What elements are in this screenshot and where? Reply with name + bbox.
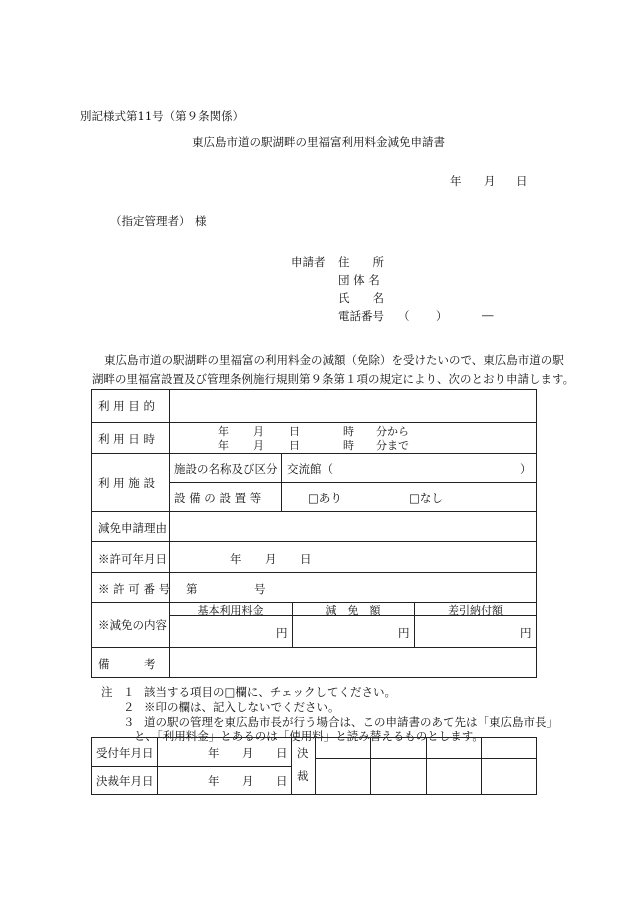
permit-date-label: ※許可年月日: [98, 552, 167, 566]
decided-year: 年: [208, 774, 220, 788]
table-divider: [291, 737, 292, 795]
table-divider: [91, 511, 537, 512]
reason-label: 減免申請理由: [98, 521, 167, 535]
note-3b: と、「利用料金」とあるのは「使用料」と読み替えるものとします。: [134, 729, 484, 743]
yen-difference: 円: [520, 626, 532, 640]
phone-paren-open: （: [398, 309, 410, 323]
addressee-honorific: 様: [195, 214, 207, 228]
phone-dash: ―: [482, 308, 494, 322]
start-day: 日: [289, 425, 300, 438]
received-year: 年: [208, 746, 220, 760]
table-divider: [169, 389, 170, 678]
equipment-label: 設 備 の 設 置 等: [174, 491, 262, 505]
table-divider: [370, 737, 371, 795]
start-minute: 分から: [376, 425, 409, 438]
end-minute: 分まで: [376, 439, 409, 452]
addressee-manager: （指定管理者）: [110, 214, 191, 228]
facility-name-close: ）: [520, 462, 532, 476]
decided-day: 日: [276, 774, 288, 788]
col-basic-fee: 基本利用料金: [197, 604, 264, 617]
document-title: 東広島市道の駅湖畔の里福富利用料金減免申請書: [192, 135, 445, 149]
permit-number-suffix: 号: [254, 582, 266, 596]
intro-line-2: 湖畔の里福富設置及び管理条例施行規則第９条第１項の規定により、次のとおり申請します。: [92, 372, 575, 386]
datetime-label: 利 用 日 時: [98, 432, 155, 446]
remarks-label: 備 考: [98, 657, 156, 671]
table-divider: [315, 758, 537, 759]
table-divider: [91, 541, 537, 542]
table-divider: [91, 453, 537, 454]
received-day: 日: [276, 746, 288, 760]
equipment-yes-checkbox[interactable]: □あり: [308, 491, 342, 505]
date-day-label: 日: [516, 174, 528, 188]
table-divider: [169, 482, 537, 483]
applicant-group-label: 団 体 名: [338, 273, 380, 287]
applicant-phone-label: 電話番号: [338, 309, 384, 323]
permit-date-year: 年: [230, 552, 242, 566]
equipment-no-checkbox[interactable]: □なし: [409, 491, 443, 505]
decided-month: 月: [242, 774, 254, 788]
col-difference: 差引納付額: [448, 604, 503, 617]
end-year: 年: [218, 439, 229, 452]
reason-field[interactable]: [172, 514, 534, 539]
notes-label: 注: [101, 685, 113, 699]
end-month: 月: [253, 439, 264, 452]
yen-reduction: 円: [398, 626, 410, 640]
date-month-label: 月: [484, 174, 496, 188]
note-1: 該当する項目の□欄に、チェックしてください。: [144, 685, 397, 699]
applicant-name-label: 氏 名: [338, 291, 384, 305]
remarks-field[interactable]: [172, 650, 534, 676]
exemption-label: ※減免の内容: [98, 618, 167, 632]
decision-label-2: 裁: [297, 769, 309, 783]
start-month: 月: [253, 425, 264, 438]
table-divider: [91, 766, 291, 767]
applicant-address-label: 住 所: [338, 255, 384, 269]
note-3-number: ３: [123, 715, 135, 729]
table-divider: [481, 737, 482, 795]
decision-label-1: 決: [297, 746, 309, 760]
facility-name-value: 交流館（: [287, 462, 333, 476]
end-day: 日: [289, 439, 300, 452]
table-divider: [91, 572, 537, 573]
note-2-number: ２: [123, 700, 135, 714]
table-divider: [315, 737, 316, 795]
table-divider: [91, 647, 537, 648]
phone-paren-close: ）: [436, 309, 448, 323]
received-month: 月: [242, 746, 254, 760]
facility-name-label: 施設の名称及び区分: [174, 462, 278, 476]
received-date-label: 受付年月日: [96, 746, 154, 760]
table-divider: [426, 737, 427, 795]
purpose-field[interactable]: [172, 392, 534, 420]
start-hour: 時: [343, 425, 354, 438]
permit-date-month: 月: [265, 552, 277, 566]
note-2: ※印の欄は、記入しないでください。: [144, 700, 340, 714]
applicant-label: 申請者: [291, 255, 326, 269]
table-divider: [281, 453, 282, 511]
permit-number-label: ※ 許 可 番 号: [98, 582, 171, 596]
note-1-number: １: [123, 685, 135, 699]
end-hour: 時: [343, 439, 354, 452]
col-reduction: 減 免 額: [325, 604, 381, 617]
date-year-label: 年: [450, 174, 462, 188]
purpose-label: 利 用 目 的: [98, 399, 155, 413]
decided-date-label: 決裁年月日: [96, 774, 154, 788]
table-divider: [91, 422, 537, 423]
intro-line-1: 東広島市道の駅湖畔の里福富の利用料金の減額（免除）を受けたいので、東広島市道の駅: [104, 353, 564, 367]
form-number: 別記様式第11号（第９条関係）: [80, 109, 245, 123]
permit-number-prefix: 第: [186, 582, 198, 596]
table-divider: [157, 737, 158, 795]
permit-date-day: 日: [300, 552, 312, 566]
start-year: 年: [218, 425, 229, 438]
yen-basic: 円: [276, 626, 288, 640]
note-3a: 道の駅の管理を東広島市長が行う場合は、この申請書のあて先は「東広島市長」: [144, 715, 558, 729]
facility-label: 利 用 施 設: [98, 476, 155, 490]
